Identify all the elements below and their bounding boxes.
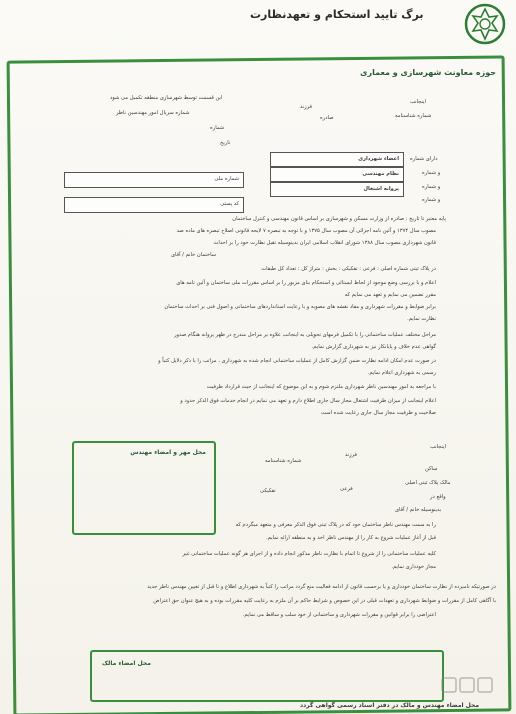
body-line: نظارت نمایم. [407, 316, 436, 322]
national-id-label: شماره ملی [214, 176, 239, 182]
owner-sign-box[interactable] [90, 650, 444, 702]
bottom-line: در صورتیکه نامبرده از نظارت ساختمان خودداری و یا برحسب قانون از ادامه فعالیت منع گردد مراتب را کتباً به شهرداری اطلاع و تا قبل از تعیین مهندس ناظر جدید [147, 584, 496, 590]
sub-label: فرعی [340, 486, 353, 492]
postal-code-field[interactable] [64, 197, 244, 213]
body-line: برابر ضوابط و مقررات شهرداری و مفاد نقشه های مصوبه و با رعایت استانداردهای ساختمانی و اصول فنی بر احداث ساختمان [164, 304, 436, 310]
body-line: پایه معتبر تا تاریخ : صادره از وزارت مسکن و شهرسازی بر اساس قانون مهندسی و کنترل ساختمان [232, 216, 446, 222]
body-line: اعلام و با بررسی وضع موجود از لحاظ ایستائی و استحکام بنای مزبور را بر اساس مقررات ملی ساختمان و آئین نامه های [176, 280, 436, 286]
footer-note: محل امضاء مهندس و مالک در دفتر اسناد رسمی گواهی گردد [300, 702, 480, 709]
bottom-line: را به سمت مهندس ناظر ساختمان خود که در پلاک ثبتی فوق الذکر معرفی و متعهد میگردم که [235, 522, 436, 528]
tehran-municipality-logo-icon [464, 3, 506, 45]
and-number-2: و شماره [422, 184, 441, 190]
section-title: حوزه معاونت شهرسازی و معماری [360, 68, 496, 77]
addressee-label: اینجانب [410, 99, 426, 105]
page-title: برگ تایید استحکام و تعهدنظارت [250, 8, 424, 21]
tenant-label: بدینوسیله خانم / آقای [395, 507, 442, 513]
number-label: شماره [210, 125, 225, 131]
license-box-2[interactable] [270, 167, 404, 182]
supervisor-serial-label: شماره سریال امور مهندسین ناظر [116, 110, 190, 116]
body-line: مقرر تضمین می نمایم و تعهد می نمایم که [344, 292, 436, 298]
badge-engineering: نظام مهندسی [362, 171, 399, 177]
body-line: در پلاک ثبتی شماره اصلی : فرعی : تفکیکی : بخش : متراژ کل : تعداد کل طبقات [261, 266, 436, 272]
located-label: واقع در [430, 494, 446, 500]
bottom-line: با آگاهی کامل از مقررات و ضوابط شهرداری و تعهدات قبلی در این خصوص و شرایط حاکم بر آن ملزم به رعایت کلیه مقررات بوده و به هیچ عنوان حق اعتراض [153, 598, 496, 604]
body-line: رسمی به شهرداری اعلام نمایم. [367, 370, 436, 376]
body-line: با مراجعه به امور مهندسین ناظر شهرداری ملتزم شوم و به این موضوع که اینجانب از حیث قرارداد ظرفیت [206, 384, 436, 390]
and-number-1: و شماره [422, 170, 441, 176]
son-of-2: فرزند [345, 452, 358, 458]
and-number-3: و شماره [422, 197, 441, 203]
bottom-line: مجاز خودداری نمایم. [391, 564, 436, 570]
bottom-line: قبل از آغاز عملیات شروع به کار را از مهندس ناظر اخذ و به منطقه ارائه نمایم. [266, 535, 436, 541]
license-box-3[interactable] [270, 182, 404, 197]
license-box-1[interactable] [270, 152, 404, 167]
addressee-2: اینجانب [430, 444, 446, 450]
separate-label: تفکیکی [260, 488, 276, 494]
body-line: قانون شهرداری مصوب سال ۱۳۸۸ شورای انقلاب اسلامی ایران بدینوسیله تقبل نظارت خود را بر احداث [213, 240, 436, 246]
issued-label: صادره [320, 115, 334, 121]
owner-label: مالک پلاک ثبتی اصلی [405, 480, 451, 486]
license-label: دارای شماره [410, 156, 438, 162]
id-number-label: شماره شناسنامه [395, 113, 432, 119]
badge-municipality: اعضاء شهرداری [358, 156, 399, 162]
body-line: مصوب سال ۱۳۷۴ و آئین نامه اجرائی آن مصوب سال ۱۳۷۵ و با توجه به تبصره ۷ لایحه قانونی اصلاح تبصره های ماده صد [176, 228, 436, 234]
owner-sign-label: محل امضاء مالک [102, 660, 151, 667]
body-line: گواهی عدم خلاف و پایانکار نیز به شهرداری گزارش نمایم. [311, 344, 436, 350]
date-label: تاریخ [220, 140, 231, 146]
bottom-line: اعتراضی را برابر قوانین و مقررات شهرداری و ساختمانی از خود سلب و ساقط می نمایم. [242, 612, 436, 618]
bottom-line: کلیه عملیات ساختمانی را از شروع تا اتمام با نظارت ناظر مذکور انجام داده و از اجرای هر گونه عملیات ساختمانی غیر [182, 551, 436, 557]
engineer-stamp-box[interactable] [72, 441, 216, 535]
id-number-2: شماره شناسنامه [265, 458, 302, 464]
body-line: صلاحیت و ظرفیت مجاز سال جاری رعایت شده است [321, 410, 436, 416]
son-of-label: فرزند [300, 104, 313, 110]
national-id-field[interactable] [64, 172, 244, 188]
body-line: در صورت عدم امکان ادامه نظارت ضمن گزارش کامل از عملیات ساختمانی انجام شده به شهرداری ، مراتب را با ذکر دلایل کتباً و [158, 358, 436, 364]
badge-license: پروانه اشتغال [363, 186, 399, 192]
body-line: اعلام اینجانب از میزان ظرفیت اشتغال مجاز سال جاری اطلاع دارم و تعهد می نمایم در انجام خدمات فوق الذکر حدود و [180, 398, 436, 404]
fill-note: این قسمت توسط شهرسازی منطقه تکمیل می شود [110, 95, 223, 101]
postal-code-label: کد پستی [220, 201, 239, 207]
watermark-logo-icon [440, 674, 510, 710]
resident-label: ساکن [425, 466, 438, 472]
engineer-stamp-label: محل مهر و امضاء مهندس [130, 449, 206, 456]
body-line: ساختمان خانم / آقای [170, 252, 216, 258]
body-line: مراحل مختلف عملیات ساختمانی را با تکمیل فرمهای تحویلی به اینجانب علاوه بر مراحل مندرج در ظهر پروانه هنگام صدور [174, 332, 436, 338]
